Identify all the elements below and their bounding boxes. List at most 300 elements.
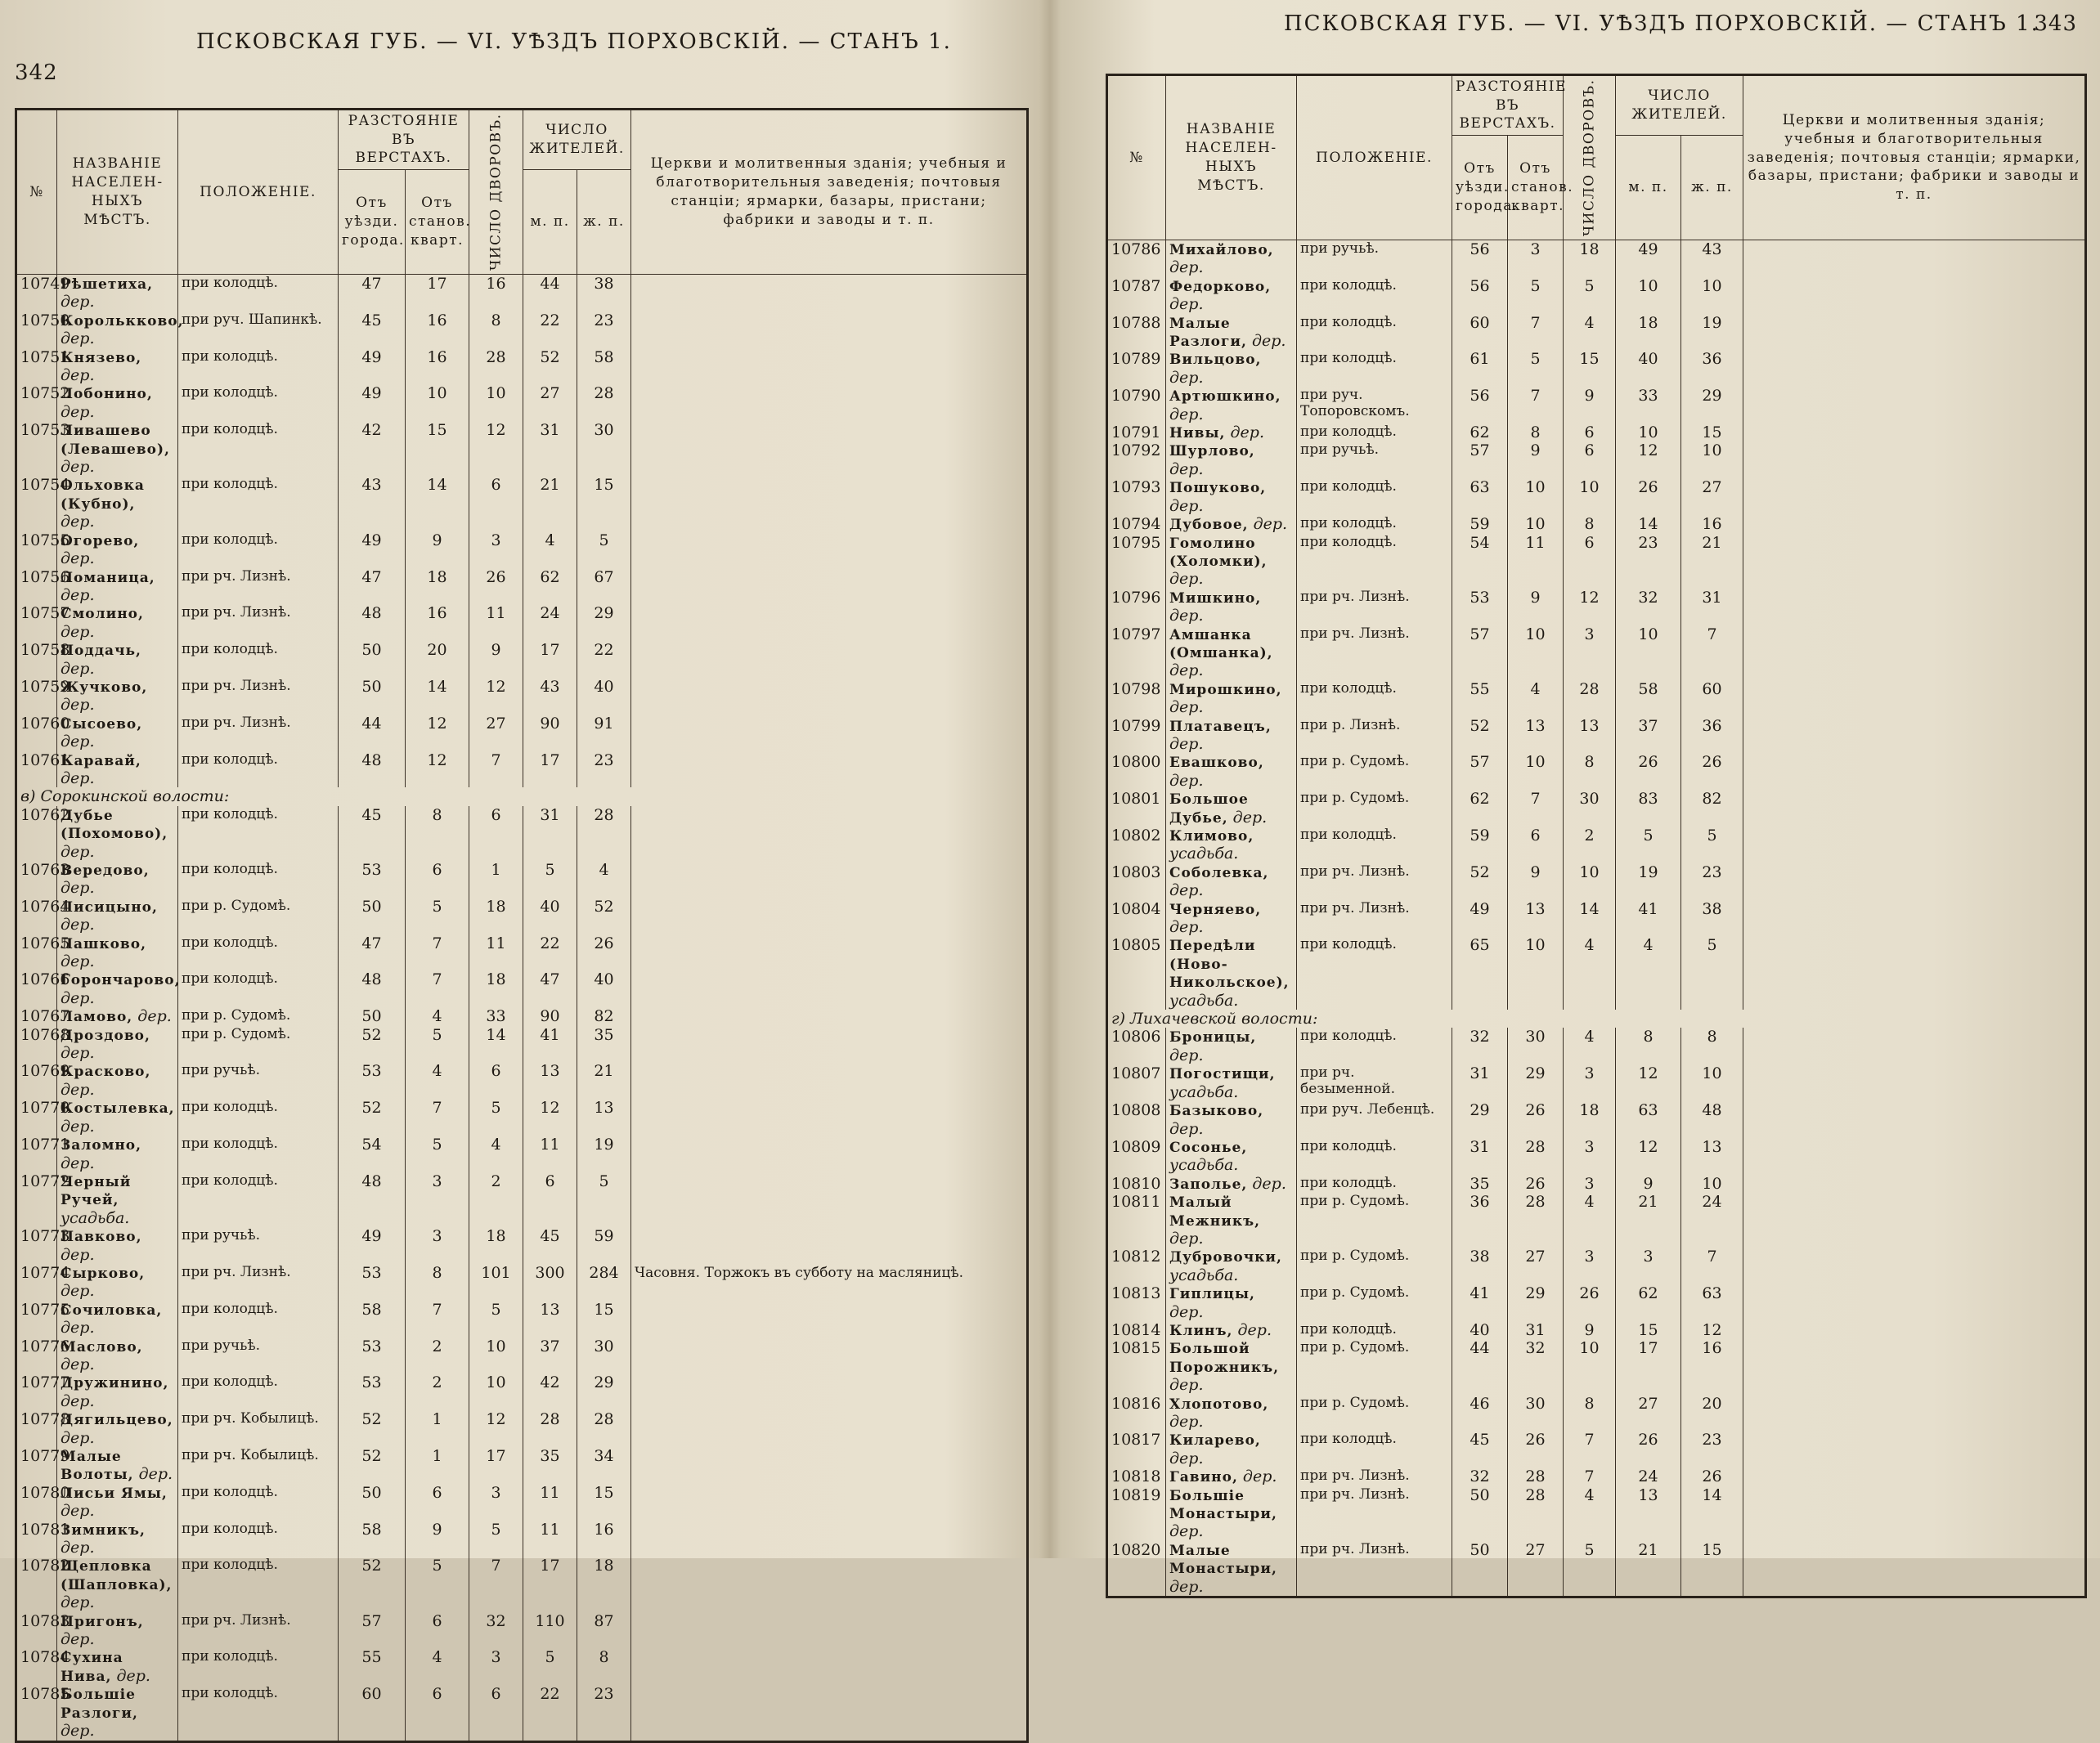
male-count: 31: [523, 806, 577, 861]
entry-number: 10780: [16, 1484, 57, 1521]
distance-from-town: 52: [339, 1026, 406, 1063]
female-count: 5: [577, 531, 631, 568]
distance-from-stan: 8: [1508, 423, 1564, 441]
notes-cell: [1743, 441, 2086, 478]
place-type: дер.: [116, 1666, 150, 1685]
table-row: [16, 1026, 1028, 1063]
place-name-cell: [57, 1447, 178, 1484]
place-name-cell: [1166, 534, 1297, 589]
female-count: 16: [1681, 1339, 1743, 1394]
place-type: усадьба.: [1169, 1082, 1239, 1101]
male-count: 12: [523, 1099, 577, 1136]
distance-from-stan: 6: [406, 1612, 469, 1649]
col-header-distance: РАЗСТОЯНІЕ ВЪ ВЕРСТАХЪ.: [1452, 75, 1564, 136]
distance-from-stan: 29: [1508, 1064, 1564, 1101]
yard-count: 28: [469, 348, 523, 385]
place-name: Ломаница,: [61, 569, 155, 586]
table-row: [16, 1521, 1028, 1557]
place-position: при рч. Кобылицѣ.: [178, 1410, 339, 1447]
notes-cell: [631, 1172, 1028, 1227]
table-row: [1107, 1395, 2086, 1432]
distance-from-town: 53: [339, 861, 406, 898]
place-name-cell: [57, 1557, 178, 1611]
place-name: Платавецъ,: [1169, 718, 1272, 735]
female-count: 21: [1681, 534, 1743, 589]
distance-from-stan: 2: [406, 1373, 469, 1410]
yard-count: 10: [1564, 863, 1616, 900]
table-row: [16, 1410, 1028, 1447]
male-count: 31: [523, 421, 577, 476]
table-row: [16, 1685, 1028, 1740]
empty-cell: [178, 1741, 339, 1742]
female-count: 28: [577, 806, 631, 861]
female-count: 15: [1681, 1541, 1743, 1596]
place-name: Пригонъ,: [61, 1613, 144, 1630]
table-row: [16, 641, 1028, 678]
male-count: 26: [1616, 1431, 1681, 1467]
col-header-yards: ЧИСЛО ДВОРОВЪ.: [469, 110, 523, 275]
page-number: 342: [15, 60, 58, 85]
notes-cell: [631, 1099, 1028, 1136]
yard-count: 6: [469, 476, 523, 531]
place-name-cell: [57, 311, 184, 348]
place-type: дер.: [61, 988, 95, 1007]
col-header-from-town: Отъ уѣзди. города.: [339, 170, 406, 275]
female-count: 13: [1681, 1138, 1743, 1175]
place-position: при р. Судомѣ.: [1297, 1339, 1452, 1394]
yard-count: 4: [1564, 1486, 1616, 1541]
place-position: при колодцѣ.: [178, 1521, 339, 1557]
male-count: 90: [523, 715, 577, 751]
entry-number: 10814: [1107, 1321, 1166, 1339]
section-row: [1107, 1010, 2086, 1028]
female-count: 5: [1681, 827, 1743, 863]
table-row: [1107, 1321, 2086, 1339]
notes-cell: [1743, 1175, 2086, 1193]
distance-from-stan: 30: [1508, 1028, 1564, 1064]
distance-from-town: 57: [1452, 753, 1508, 790]
yard-count: 3: [469, 531, 523, 568]
place-name: Передѣли (Ново-Никольское),: [1169, 938, 1290, 992]
register-table: [1106, 74, 2087, 1598]
distance-from-town: 48: [339, 604, 406, 641]
place-name-cell: [57, 1062, 178, 1099]
male-count: 43: [523, 678, 577, 715]
empty-cell: [1166, 1596, 1297, 1597]
table-row: [1107, 936, 2086, 1010]
notes-cell: [631, 604, 1028, 641]
place-name-cell: [57, 1612, 178, 1649]
entry-number: 10803: [1107, 863, 1166, 900]
place-position: при колодцѣ.: [1297, 1028, 1452, 1064]
place-position: при руч. Шапинкѣ.: [178, 311, 339, 348]
entry-number: 10763: [16, 861, 57, 898]
empty-cell: [1743, 1596, 2086, 1597]
place-position: при рч. Лизнѣ.: [178, 1264, 339, 1301]
col-header-female: ж. п.: [577, 170, 631, 275]
female-count: 21: [577, 1062, 631, 1099]
distance-from-town: 53: [1452, 589, 1508, 625]
table-row: [1107, 1028, 2086, 1064]
place-position: при колодцѣ.: [1297, 534, 1452, 589]
place-position: при колодцѣ.: [178, 1373, 339, 1410]
place-name: Дубье (Похомово),: [61, 807, 168, 843]
place-name-cell: [57, 1685, 178, 1740]
place-position: при ручьѣ.: [178, 1337, 339, 1374]
place-position: при колодцѣ.: [178, 861, 339, 898]
yard-count: 10: [469, 384, 523, 421]
place-type: дер.: [1242, 1467, 1277, 1486]
distance-from-town: 50: [1452, 1486, 1508, 1541]
distance-from-town: 49: [339, 531, 406, 568]
place-type: дер.: [1169, 295, 1204, 314]
table-row: [1107, 1248, 2086, 1284]
distance-from-town: 56: [1452, 387, 1508, 423]
distance-from-town: 49: [339, 1227, 406, 1264]
yard-count: 12: [469, 421, 523, 476]
male-count: 8: [1616, 1028, 1681, 1064]
distance-from-stan: 16: [406, 604, 469, 641]
entry-number: 10759: [16, 678, 57, 715]
table-row: [16, 715, 1028, 751]
yard-count: 11: [469, 934, 523, 971]
table-row: [1107, 1486, 2086, 1541]
place-name: Сухина Нива,: [61, 1650, 123, 1685]
entry-number: 10815: [1107, 1339, 1166, 1394]
male-count: 41: [523, 1026, 577, 1063]
distance-from-town: 60: [339, 1685, 406, 1740]
distance-from-stan: 5: [406, 898, 469, 934]
notes-cell: [631, 421, 1028, 476]
distance-from-stan: 12: [406, 751, 469, 788]
female-count: 87: [577, 1612, 631, 1649]
place-name-cell: [1166, 1395, 1297, 1432]
place-position: при ручьѣ.: [178, 1062, 339, 1099]
notes-cell: [631, 1301, 1028, 1337]
entry-number: 10758: [16, 641, 57, 678]
male-count: 26: [1616, 753, 1681, 790]
female-count: 30: [577, 1337, 631, 1374]
place-type: дер.: [1169, 459, 1204, 478]
female-count: 10: [1681, 1064, 1743, 1101]
male-count: 22: [523, 1685, 577, 1740]
entry-number: 10799: [1107, 717, 1166, 754]
place-name-cell: [1166, 680, 1297, 717]
entry-number: 10792: [1107, 441, 1166, 478]
yard-count: 18: [1564, 240, 1616, 277]
entry-number: 10818: [1107, 1467, 1166, 1485]
place-position: при рч. Лизнѣ.: [1297, 863, 1452, 900]
distance-from-town: 49: [339, 384, 406, 421]
right-page: [1055, 0, 2100, 1596]
table-row: [16, 531, 1028, 568]
male-count: 22: [523, 311, 577, 348]
distance-from-stan: 4: [1508, 680, 1564, 717]
yard-count: 6: [469, 806, 523, 861]
distance-from-stan: 26: [1508, 1101, 1564, 1138]
table-row: [16, 1612, 1028, 1649]
notes-cell: [631, 970, 1028, 1007]
female-count: 19: [577, 1136, 631, 1172]
entry-number: 10807: [1107, 1064, 1166, 1101]
place-name-cell: [57, 1410, 178, 1447]
male-count: 58: [1616, 680, 1681, 717]
female-count: 16: [577, 1521, 631, 1557]
distance-from-stan: 28: [1508, 1467, 1564, 1485]
col-header-male: м. п.: [1616, 136, 1681, 240]
distance-from-stan: 7: [406, 1099, 469, 1136]
place-name-cell: [1166, 1284, 1297, 1321]
male-count: 37: [523, 1337, 577, 1374]
place-name: Вильцово,: [1169, 352, 1262, 369]
yard-count: 26: [1564, 1284, 1616, 1321]
empty-cell: [57, 1741, 178, 1742]
table-row: [1107, 753, 2086, 790]
male-count: 62: [523, 568, 577, 605]
yard-count: 10: [1564, 1339, 1616, 1394]
distance-from-stan: 26: [1508, 1431, 1564, 1467]
notes-cell: [631, 1521, 1028, 1557]
entry-number: 10753: [16, 421, 57, 476]
notes-cell: [631, 1447, 1028, 1484]
col-header-notes: Церкви и молитвенныя зданія; учебныя и благотворительныя заведенія; почтовыя станціи; ярмарки, базары, пристани; фабрики и заводы и т. п.: [631, 110, 1028, 275]
place-type: дер.: [61, 293, 95, 311]
place-name-cell: [1166, 1064, 1297, 1101]
place-name: Поддачь,: [61, 643, 141, 660]
place-position: при ручьѣ.: [178, 1227, 339, 1264]
distance-from-stan: 20: [406, 641, 469, 678]
table-row: [1107, 240, 2086, 277]
place-position: при рч. Лизнѣ.: [1297, 1541, 1452, 1596]
entry-number: 10785: [16, 1685, 57, 1740]
entry-number: 10755: [16, 531, 57, 568]
place-name: Ливашево (Левашево),: [61, 423, 170, 458]
female-count: 48: [1681, 1101, 1743, 1138]
distance-from-stan: 10: [1508, 936, 1564, 1010]
place-type: дер.: [1169, 1302, 1204, 1321]
table-row: [16, 421, 1028, 476]
place-name-cell: [1166, 863, 1297, 900]
place-name-cell: [57, 384, 178, 421]
table-row: [1107, 478, 2086, 515]
female-count: 82: [1681, 790, 1743, 827]
place-name: Сосонье,: [1169, 1139, 1248, 1156]
place-name-cell: [1166, 1486, 1297, 1541]
male-count: 11: [523, 1136, 577, 1172]
place-name: Огорево,: [61, 532, 140, 549]
male-count: 10: [1616, 423, 1681, 441]
place-position: при колодцѣ.: [178, 1648, 339, 1685]
entry-number: 10820: [1107, 1541, 1166, 1596]
notes-cell: [1743, 1321, 2086, 1339]
yard-count: 3: [1564, 1175, 1616, 1193]
place-name: Соболевка,: [1169, 864, 1269, 881]
place-type: дер.: [61, 1593, 95, 1612]
male-count: 300: [523, 1264, 577, 1301]
distance-from-stan: 7: [1508, 314, 1564, 351]
place-name: Гавино,: [1169, 1469, 1238, 1486]
entry-number: 10805: [1107, 936, 1166, 1010]
empty-cell: [1297, 1596, 1452, 1597]
place-type: дер.: [1169, 698, 1204, 717]
distance-from-town: 32: [1452, 1028, 1508, 1064]
place-name-cell: [1166, 753, 1297, 790]
table-row: [16, 1301, 1028, 1337]
notes-cell: [1743, 277, 2086, 314]
place-name: Сысоево,: [61, 715, 143, 733]
empty-cell: [1564, 1596, 1616, 1597]
male-count: 23: [1616, 534, 1681, 589]
notes-cell: [631, 751, 1028, 788]
table-row: [1107, 680, 2086, 717]
place-name-cell: [57, 1264, 178, 1301]
place-type: дер.: [61, 1355, 95, 1373]
yard-count: 8: [1564, 1395, 1616, 1432]
yard-count: 9: [1564, 387, 1616, 423]
entry-number: 10750: [16, 311, 57, 348]
table-row: [1107, 717, 2086, 754]
distance-from-town: 35: [1452, 1175, 1508, 1193]
female-count: 15: [577, 1484, 631, 1521]
notes-cell: [1743, 1467, 2086, 1485]
place-name: Большіе Монастыри,: [1169, 1487, 1277, 1523]
female-count: 27: [1681, 478, 1743, 515]
table-row: [16, 934, 1028, 971]
place-name: Смолино,: [61, 606, 144, 623]
distance-from-town: 47: [339, 275, 406, 311]
place-name: Костылевка,: [61, 1100, 175, 1118]
entry-number: 10767: [16, 1007, 57, 1025]
male-count: 17: [523, 641, 577, 678]
table-row: [16, 1447, 1028, 1484]
table-row: [1107, 1541, 2086, 1596]
place-position: при р. Судомѣ.: [178, 1026, 339, 1063]
place-type: дер.: [1253, 515, 1288, 534]
place-name: Каравай,: [61, 752, 141, 769]
place-type: дер.: [1169, 258, 1204, 277]
notes-cell: [1743, 1284, 2086, 1321]
female-count: 26: [1681, 753, 1743, 790]
entry-number: 10789: [1107, 350, 1166, 387]
distance-from-town: 62: [1452, 423, 1508, 441]
table-row: [16, 1099, 1028, 1136]
entry-number: 10782: [16, 1557, 57, 1611]
place-type: усадьба.: [1169, 1266, 1239, 1284]
table-row: [1107, 1431, 2086, 1467]
entry-number: 10778: [16, 1410, 57, 1447]
yard-count: 7: [1564, 1467, 1616, 1485]
empty-cell: [16, 1741, 57, 1742]
place-name-cell: [57, 641, 178, 678]
place-name: Красково,: [61, 1064, 151, 1081]
col-header-no: №: [1107, 75, 1166, 240]
section-heading: г) Лихачевской волости:: [1107, 1010, 2086, 1028]
place-position: при колодцѣ.: [1297, 423, 1452, 441]
distance-from-town: 50: [339, 678, 406, 715]
female-count: 7: [1681, 625, 1743, 680]
empty-cell: [631, 1741, 1028, 1742]
place-name-cell: [57, 476, 178, 531]
male-count: 21: [1616, 1193, 1681, 1248]
table-row: [1107, 1064, 2086, 1101]
place-type: дер.: [1169, 1229, 1204, 1248]
distance-from-town: 48: [339, 970, 406, 1007]
entry-number: 10817: [1107, 1431, 1166, 1467]
entry-number: 10766: [16, 970, 57, 1007]
female-count: 5: [1681, 936, 1743, 1010]
place-name-cell: [1166, 900, 1297, 937]
place-type: дер.: [61, 1117, 95, 1136]
entry-number: 10802: [1107, 827, 1166, 863]
female-count: 7: [1681, 1248, 1743, 1284]
place-name-cell: [57, 568, 178, 605]
distance-from-stan: 10: [1508, 515, 1564, 533]
place-type: дер.: [61, 1428, 95, 1447]
female-count: 14: [1681, 1486, 1743, 1541]
place-name-cell: [1166, 1028, 1297, 1064]
place-name-cell: [57, 1521, 178, 1557]
notes-cell: [1743, 1101, 2086, 1138]
place-name-cell: [57, 751, 178, 788]
running-head: ПСКОВСКАЯ ГУБ. — VI. УѢЗДЪ ПОРХОВСКІЙ. — СТАНЪ 1.: [1284, 11, 2039, 36]
table-row: [16, 898, 1028, 934]
notes-cell: [1743, 625, 2086, 680]
place-position: при колодцѣ.: [1297, 1321, 1452, 1339]
place-name-cell: [1166, 277, 1297, 314]
place-name: Большіе Разлоги,: [61, 1687, 138, 1722]
notes-cell: [1743, 680, 2086, 717]
distance-from-stan: 13: [1508, 717, 1564, 754]
place-type: дер.: [1169, 607, 1204, 625]
table-row: [1107, 1339, 2086, 1394]
notes-cell: [631, 641, 1028, 678]
female-count: 26: [577, 934, 631, 971]
yard-count: 5: [1564, 277, 1616, 314]
table-row: [1107, 423, 2086, 441]
entry-number: 10784: [16, 1648, 57, 1685]
place-position: при р. Судомѣ.: [1297, 753, 1452, 790]
yard-count: 6: [469, 1685, 523, 1740]
entry-number: 10790: [1107, 387, 1166, 423]
place-name-cell: [57, 806, 178, 861]
distance-from-stan: 9: [1508, 441, 1564, 478]
place-position: при р. Судомѣ.: [1297, 1284, 1452, 1321]
female-count: 12: [1681, 1321, 1743, 1339]
distance-from-stan: 14: [406, 476, 469, 531]
male-count: 11: [523, 1484, 577, 1521]
place-name-cell: [57, 1227, 178, 1264]
distance-from-town: 58: [339, 1301, 406, 1337]
place-name: Заломно,: [61, 1137, 142, 1154]
place-position: при руч. Топоровскомъ.: [1297, 387, 1452, 423]
place-name-cell: [1166, 1321, 1297, 1339]
table-row: [1107, 863, 2086, 900]
place-name-cell: [57, 348, 178, 385]
yard-count: 16: [469, 275, 523, 311]
distance-from-town: 44: [339, 715, 406, 751]
col-header-from-stan: Отъ станов. кварт.: [1508, 136, 1564, 240]
place-name-cell: [1166, 625, 1297, 680]
place-name-cell: [57, 1026, 178, 1063]
female-count: 28: [577, 384, 631, 421]
place-type: дер.: [61, 1722, 95, 1741]
male-count: 35: [523, 1447, 577, 1484]
female-count: 16: [1681, 515, 1743, 533]
male-count: 19: [1616, 863, 1681, 900]
female-count: 63: [1681, 1284, 1743, 1321]
male-count: 27: [1616, 1395, 1681, 1432]
distance-from-town: 45: [339, 311, 406, 348]
